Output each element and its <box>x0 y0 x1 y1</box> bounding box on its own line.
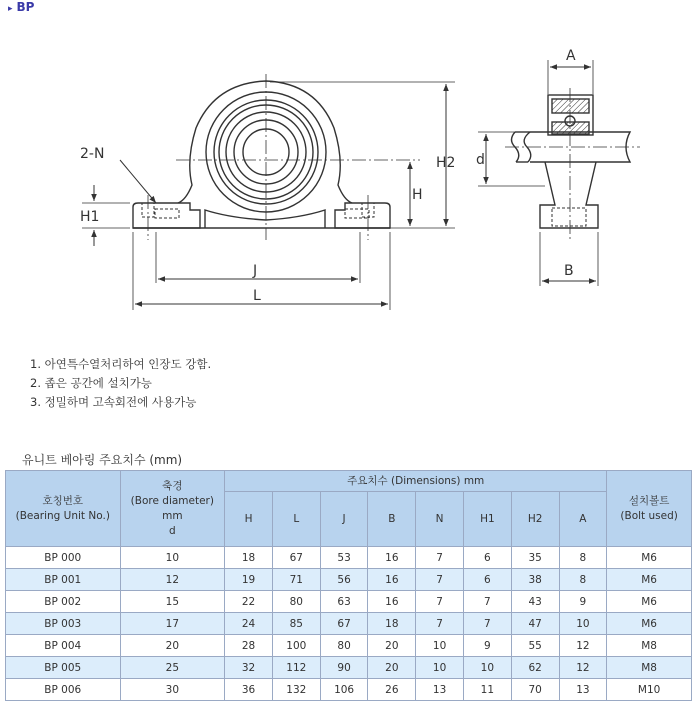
label-l: L <box>253 288 261 304</box>
label-d: d <box>476 152 485 168</box>
table-body <box>6 547 692 701</box>
table-cell-h: 28 <box>225 635 273 657</box>
table-cell-b: 16 <box>368 547 416 569</box>
header-col-a: A <box>559 492 607 547</box>
housing-body <box>178 81 352 203</box>
table-cell-h: 22 <box>225 591 273 613</box>
table-cell-no: BP 004 <box>6 635 121 657</box>
header-dimensions: 주요치수 (Dimensions) mm <box>225 471 607 492</box>
feature-notes <box>30 355 211 412</box>
technical-drawing <box>0 0 700 340</box>
table-cell-b: 18 <box>368 613 416 635</box>
table-cell-l: 67 <box>272 547 320 569</box>
table-cell-b: 20 <box>368 635 416 657</box>
table-cell-d: 30 <box>120 679 225 701</box>
label-n: 2-N <box>80 146 105 162</box>
table-cell-h: 36 <box>225 679 273 701</box>
table-cell-h: 19 <box>225 569 273 591</box>
table-cell-l: 71 <box>272 569 320 591</box>
table-cell-h2: 47 <box>511 613 559 635</box>
table-cell-j: 56 <box>320 569 368 591</box>
label-a: A <box>566 48 576 64</box>
table-cell-h1: 6 <box>463 569 511 591</box>
header-col-b: B <box>368 492 416 547</box>
table-cell-bolt: M10 <box>607 679 692 701</box>
table-cell-h1: 10 <box>463 657 511 679</box>
table-cell-n: 10 <box>416 657 464 679</box>
table-cell-a: 12 <box>559 635 607 657</box>
table-cell-h2: 38 <box>511 569 559 591</box>
table-cell-j: 53 <box>320 547 368 569</box>
table-cell-j: 106 <box>320 679 368 701</box>
label-b: B <box>564 263 574 279</box>
table-cell-bolt: M8 <box>607 635 692 657</box>
table-cell-no: BP 006 <box>6 679 121 701</box>
front-view <box>133 81 390 228</box>
note-item: 1. 아연특수열처리하여 인장도 강함. <box>30 357 212 371</box>
table-cell-h1: 7 <box>463 613 511 635</box>
table-cell-h: 32 <box>225 657 273 679</box>
table-row <box>6 635 692 657</box>
label-h1: H1 <box>80 209 100 225</box>
table-cell-h1: 11 <box>463 679 511 701</box>
table-cell-b: 26 <box>368 679 416 701</box>
table-cell-b: 20 <box>368 657 416 679</box>
table-cell-n: 7 <box>416 569 464 591</box>
header-col-h1: H1 <box>463 492 511 547</box>
header-col-h: H <box>225 492 273 547</box>
table-cell-j: 90 <box>320 657 368 679</box>
table-caption: 유니트 베아링 주요치수 (mm) <box>22 453 183 467</box>
table-cell-n: 13 <box>416 679 464 701</box>
table-cell-d: 15 <box>120 591 225 613</box>
table-cell-h1: 9 <box>463 635 511 657</box>
table-cell-l: 85 <box>272 613 320 635</box>
table-cell-d: 25 <box>120 657 225 679</box>
label-h: H <box>412 187 423 203</box>
table-cell-h2: 55 <box>511 635 559 657</box>
table-cell-d: 10 <box>120 547 225 569</box>
table-cell-j: 80 <box>320 635 368 657</box>
table-cell-no: BP 001 <box>6 569 121 591</box>
table-cell-no: BP 000 <box>6 547 121 569</box>
table-cell-j: 67 <box>320 613 368 635</box>
header-col-n: N <box>416 492 464 547</box>
note-item: 2. 좁은 공간에 설치가능 <box>30 376 152 390</box>
header-bolt: 설치볼트 (Bolt used) <box>607 471 692 547</box>
table-cell-no: BP 003 <box>6 613 121 635</box>
table-cell-j: 63 <box>320 591 368 613</box>
header-col-h2: H2 <box>511 492 559 547</box>
table-cell-b: 16 <box>368 591 416 613</box>
table-cell-h2: 43 <box>511 591 559 613</box>
table-cell-b: 16 <box>368 569 416 591</box>
dimension-table <box>5 470 692 701</box>
table-cell-a: 10 <box>559 613 607 635</box>
table-row <box>6 657 692 679</box>
header-col-j: J <box>320 492 368 547</box>
table-cell-bolt: M6 <box>607 547 692 569</box>
table-row <box>6 547 692 569</box>
table-cell-a: 8 <box>559 547 607 569</box>
table-cell-h: 24 <box>225 613 273 635</box>
table-cell-n: 7 <box>416 547 464 569</box>
table-cell-n: 10 <box>416 635 464 657</box>
note-item: 3. 정밀하며 고속회전에 사용가능 <box>30 395 197 409</box>
table-row <box>6 679 692 701</box>
table-cell-bolt: M8 <box>607 657 692 679</box>
table-cell-a: 9 <box>559 591 607 613</box>
table-cell-h1: 7 <box>463 591 511 613</box>
table-cell-bolt: M6 <box>607 591 692 613</box>
table-row <box>6 613 692 635</box>
table-cell-h2: 35 <box>511 547 559 569</box>
header-col-l: L <box>272 492 320 547</box>
table-cell-h: 18 <box>225 547 273 569</box>
table-cell-h2: 62 <box>511 657 559 679</box>
table-cell-h1: 6 <box>463 547 511 569</box>
table-cell-h2: 70 <box>511 679 559 701</box>
label-j: J <box>253 263 258 279</box>
table-cell-a: 13 <box>559 679 607 701</box>
table-cell-l: 112 <box>272 657 320 679</box>
table-cell-no: BP 002 <box>6 591 121 613</box>
table-cell-n: 7 <box>416 591 464 613</box>
table-cell-l: 80 <box>272 591 320 613</box>
page-title-text: BP <box>16 0 35 14</box>
table-cell-l: 132 <box>272 679 320 701</box>
table-cell-d: 12 <box>120 569 225 591</box>
base-plate <box>133 203 200 228</box>
table-cell-n: 7 <box>416 613 464 635</box>
table-cell-a: 12 <box>559 657 607 679</box>
header-unit-no: 호칭번호 (Bearing Unit No.) <box>6 471 121 547</box>
table-cell-no: BP 005 <box>6 657 121 679</box>
table-cell-l: 100 <box>272 635 320 657</box>
table-cell-bolt: M6 <box>607 613 692 635</box>
table-cell-a: 8 <box>559 569 607 591</box>
table-cell-bolt: M6 <box>607 569 692 591</box>
title-arrow-icon: ▸ <box>8 4 13 14</box>
header-bore: 축경 (Bore diameter) mm d <box>120 471 225 547</box>
table-row <box>6 569 692 591</box>
table-cell-d: 20 <box>120 635 225 657</box>
table-row <box>6 591 692 613</box>
side-view <box>512 95 631 228</box>
label-h2: H2 <box>436 155 456 171</box>
table-cell-d: 17 <box>120 613 225 635</box>
